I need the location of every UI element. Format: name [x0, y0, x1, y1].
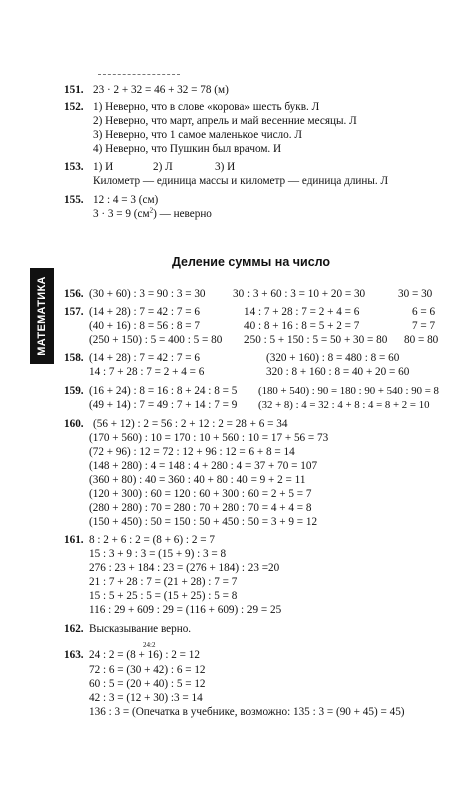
answer-cell: 2) Л	[153, 161, 173, 173]
task-line: 2) Неверно, что март, апрель и май весенние месяцы. Л	[93, 115, 357, 127]
expression: 80 = 80	[404, 334, 439, 346]
side-tab	[30, 268, 54, 364]
task-line: 1) Неверно, что в слове «корова» шесть букв. Л	[93, 101, 320, 113]
task-number: 159.	[64, 385, 84, 397]
expression: (30 + 60) : 3 = 90 : 3 = 30	[89, 288, 206, 300]
expression: (180 + 540) : 90 = 180 : 90 + 540 : 90 = 8	[258, 385, 439, 397]
expression: (280 + 280) : 70 = 280 : 70 + 280 : 70 = 4 + 4 = 8	[89, 502, 312, 514]
expression: (14 + 28) : 7 = 42 : 7 = 6	[89, 306, 200, 318]
answer-cell: 3) И	[215, 161, 236, 173]
task-line	[93, 207, 212, 221]
task-line: 23 · 2 + 32 = 46 + 32 = 78 (м)	[93, 84, 229, 96]
task-number: 160.	[64, 418, 84, 430]
expression: 320 : 8 + 160 : 8 = 40 + 20 = 60	[266, 366, 410, 378]
expression: 7 = 7	[412, 320, 436, 332]
expression: 136 : 3 = (Опечатка в учебнике, возможно: 135 : 3 = (90 + 45) = 45)	[89, 706, 405, 718]
expression: (170 + 560) : 10 = 170 : 10 + 560 : 10 = 17 + 56 = 73	[89, 432, 329, 444]
expression: 14 : 7 + 28 : 7 = 2 + 4 = 6	[244, 306, 360, 318]
task-line: Километр — единица массы и километр — единица длины. Л	[93, 175, 389, 187]
top-dashed-rule	[98, 74, 180, 75]
expression: (49 + 14) : 7 = 49 : 7 + 14 : 7 = 9	[89, 399, 238, 411]
task-number: 163.	[64, 649, 84, 661]
expression: 30 = 30	[398, 288, 433, 300]
expression: 15 : 5 + 25 : 5 = (15 + 25) : 5 = 8	[89, 590, 238, 602]
expression: (40 + 16) : 8 = 56 : 8 = 7	[89, 320, 200, 332]
expression: 60 : 5 = (20 + 40) : 5 = 12	[89, 678, 206, 690]
expression: (360 + 80) : 40 = 360 : 40 + 80 : 40 = 9 + 2 = 11	[89, 474, 306, 486]
expression: (150 + 450) : 50 = 150 : 50 + 450 : 50 = 3 + 9 = 12	[89, 516, 318, 528]
expression: 250 : 5 + 150 : 5 = 50 + 30 = 80	[244, 334, 388, 346]
expression: 14 : 7 + 28 : 7 = 2 + 4 = 6	[89, 366, 205, 378]
expression: (32 + 8) : 4 = 32 : 4 + 8 : 4 = 8 + 2 = 10	[258, 399, 430, 411]
expression: (56 + 12) : 2 = 56 : 2 + 12 : 2 = 28 + 6 = 34	[93, 418, 288, 430]
task-number: 157.	[64, 306, 84, 318]
expression: 8 : 2 + 6 : 2 = (8 + 6) : 2 = 7	[89, 534, 215, 546]
task-line: 12 : 4 = 3 (см)	[93, 194, 159, 206]
expression: (320 + 160) : 8 = 480 : 8 = 60	[266, 352, 400, 364]
answer-cell: 1) И	[93, 161, 114, 173]
expression: 30 : 3 + 60 : 3 = 10 + 20 = 30	[233, 288, 366, 300]
task-number: 151.	[64, 84, 84, 96]
task-line: Высказывание верно.	[89, 623, 192, 635]
expression: (148 + 280) : 4 = 148 : 4 + 280 : 4 = 37 + 70 = 107	[89, 460, 318, 472]
section-title: Деление суммы на число	[172, 255, 331, 269]
task-line: 4) Неверно, что Пушкин был врачом. И	[93, 143, 282, 155]
task-number: 161.	[64, 534, 84, 546]
expression: 72 : 6 = (30 + 42) : 6 = 12	[89, 664, 206, 676]
side-tab-label: МАТЕМАТИКА	[36, 276, 48, 356]
expression: 6 = 6	[412, 306, 436, 318]
annotation: 24:2	[143, 641, 156, 649]
expression: 40 : 8 + 16 : 8 = 5 + 2 = 7	[244, 320, 360, 332]
line-part: 3 · 3 = 9 (см	[93, 208, 150, 220]
task-number: 155.	[64, 194, 84, 206]
superscript: 2	[149, 206, 154, 215]
expression: 276 : 23 + 184 : 23 = (276 + 184) : 23 =20	[89, 562, 280, 574]
task-number: 156.	[64, 288, 84, 300]
expression: (14 + 28) : 7 = 42 : 7 = 6	[89, 352, 200, 364]
task-number: 162.	[64, 623, 84, 635]
expression: (72 + 96) : 12 = 72 : 12 + 96 : 12 = 6 + 8 = 14	[89, 446, 295, 458]
expression: 42 : 3 = (12 + 30) :3 = 14	[89, 692, 203, 704]
task-number: 158.	[64, 352, 84, 364]
expression: 24 : 2 = (8 + 16) : 2 = 12	[89, 649, 200, 661]
expression: 116 : 29 + 609 : 29 = (116 + 609) : 29 = 25	[89, 604, 282, 616]
task-number: 153.	[64, 161, 84, 173]
line-part: ) — неверно	[153, 208, 212, 220]
task-line: 3) Неверно, что 1 самое маленькое число. Л	[93, 129, 302, 141]
expression: 21 : 7 + 28 : 7 = (21 + 28) : 7 = 7	[89, 576, 238, 588]
task-number: 152.	[64, 101, 84, 113]
expression: (16 + 24) : 8 = 16 : 8 + 24 : 8 = 5	[89, 385, 238, 397]
expression: (120 + 300) : 60 = 120 : 60 + 300 : 60 = 2 + 5 = 7	[89, 488, 312, 500]
expression: 15 : 3 + 9 : 3 = (15 + 9) : 3 = 8	[89, 548, 227, 560]
expression: (250 + 150) : 5 = 400 : 5 = 80	[89, 334, 223, 346]
